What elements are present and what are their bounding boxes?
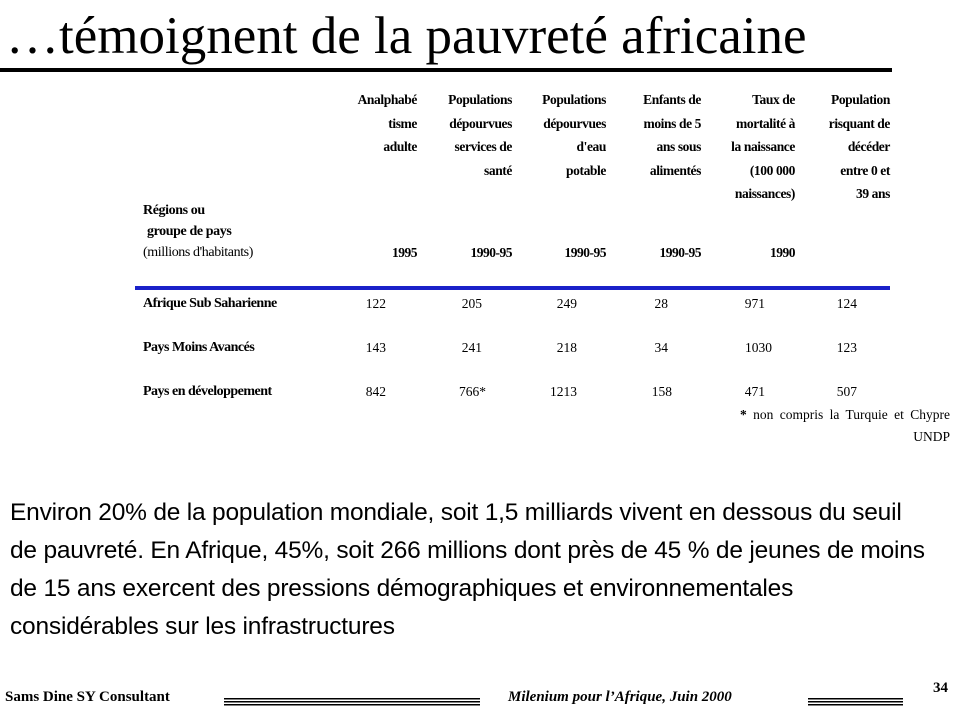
header-line: Taux de	[752, 92, 795, 107]
header-line: dépourvues	[449, 115, 512, 131]
header-line: dépourvues	[543, 115, 606, 131]
year-label: 1990-95	[659, 245, 701, 260]
year-label: 1995	[392, 245, 417, 260]
year-label: 1990-95	[470, 245, 512, 260]
header-line: 39 ans	[856, 186, 890, 201]
row-label: Pays Moins Avancés	[143, 340, 255, 355]
column-header	[601, 88, 701, 182]
column-header	[506, 88, 606, 182]
footnote-marker: *	[740, 407, 747, 422]
header-line: alimentés	[649, 162, 701, 178]
header-line: ans sous	[656, 139, 701, 154]
year-label: 1990-95	[564, 245, 606, 260]
table-divider	[135, 286, 890, 290]
table-cell: 158	[651, 384, 672, 399]
row-label: Pays en développement	[143, 384, 272, 399]
region-header-line: Régions ou	[143, 203, 205, 218]
table-cell: 241	[461, 340, 482, 355]
column-header	[322, 88, 417, 159]
row-label: Afrique Sub Saharienne	[143, 296, 277, 311]
table-cell: 1213	[550, 384, 577, 399]
header-line: décéder	[847, 139, 890, 154]
table-cell: 842	[365, 384, 386, 399]
header-line: Analphabé	[357, 92, 417, 107]
table-cell: 124	[836, 296, 857, 311]
footer-event: Milenium pour l’Afrique, Juin 2000	[508, 689, 732, 705]
header-line: risquant de	[828, 115, 890, 131]
table-cell: 971	[744, 296, 765, 311]
header-line: services de	[454, 139, 512, 154]
page-number: 34	[933, 680, 948, 696]
column-header	[790, 88, 890, 206]
table-cell: 507	[836, 384, 857, 399]
header-line: potable	[566, 162, 606, 178]
header-line: mortalité à	[736, 115, 795, 131]
region-header-line: (millions d'habitants)	[143, 245, 253, 260]
table-footnote	[740, 404, 950, 448]
year-label: 1990	[770, 245, 795, 260]
table-cell: 471	[744, 384, 765, 399]
table-cell: 766*	[459, 384, 486, 399]
header-line: la naissance	[731, 139, 795, 154]
footer-decoration	[808, 698, 903, 707]
header-line: adulte	[383, 139, 417, 154]
header-line: tisme	[388, 115, 417, 131]
title-underline	[0, 68, 892, 72]
page-title: …témoignent de la pauvreté africaine	[6, 7, 807, 65]
footnote-text: non compris la Turquie et Chypre	[753, 407, 950, 422]
header-line: moins de 5	[643, 115, 701, 131]
header-line: Population	[830, 92, 890, 107]
table-cell: 143	[365, 340, 386, 355]
column-header	[412, 88, 512, 182]
header-line: entre 0 et	[840, 162, 890, 178]
footer-decoration	[224, 698, 480, 707]
header-line: Populations	[448, 92, 512, 107]
table-cell: 218	[556, 340, 577, 355]
column-header	[695, 88, 795, 206]
table-cell: 122	[365, 296, 386, 311]
body-paragraph: Environ 20% de la population mondiale, soit 1,5 milliards vivent en dessous du seuil de pauvreté. En Afrique, 45%, soit 266 millions dont près de 45 % de jeunes de moins de 15 ans exercent des pressions démographiques et environnementales considérables sur les infrastructures	[10, 499, 925, 640]
table-cell: 28	[654, 296, 668, 311]
source-label: UNDP	[913, 429, 950, 444]
region-column-header	[143, 200, 253, 263]
table-cell: 1030	[745, 340, 772, 355]
header-line: naissances)	[734, 186, 795, 201]
header-line: d'eau	[576, 139, 606, 154]
table-cell: 123	[836, 340, 857, 355]
header-line: Populations	[542, 92, 606, 107]
table-cell: 205	[461, 296, 482, 311]
region-header-line: groupe de pays	[147, 224, 232, 239]
table-cell: 34	[654, 340, 668, 355]
header-line: Enfants de	[643, 92, 701, 107]
header-line: (100 000	[749, 162, 795, 178]
footer-author: Sams Dine SY Consultant	[5, 689, 170, 705]
table-cell: 249	[556, 296, 577, 311]
header-line: santé	[484, 162, 512, 178]
